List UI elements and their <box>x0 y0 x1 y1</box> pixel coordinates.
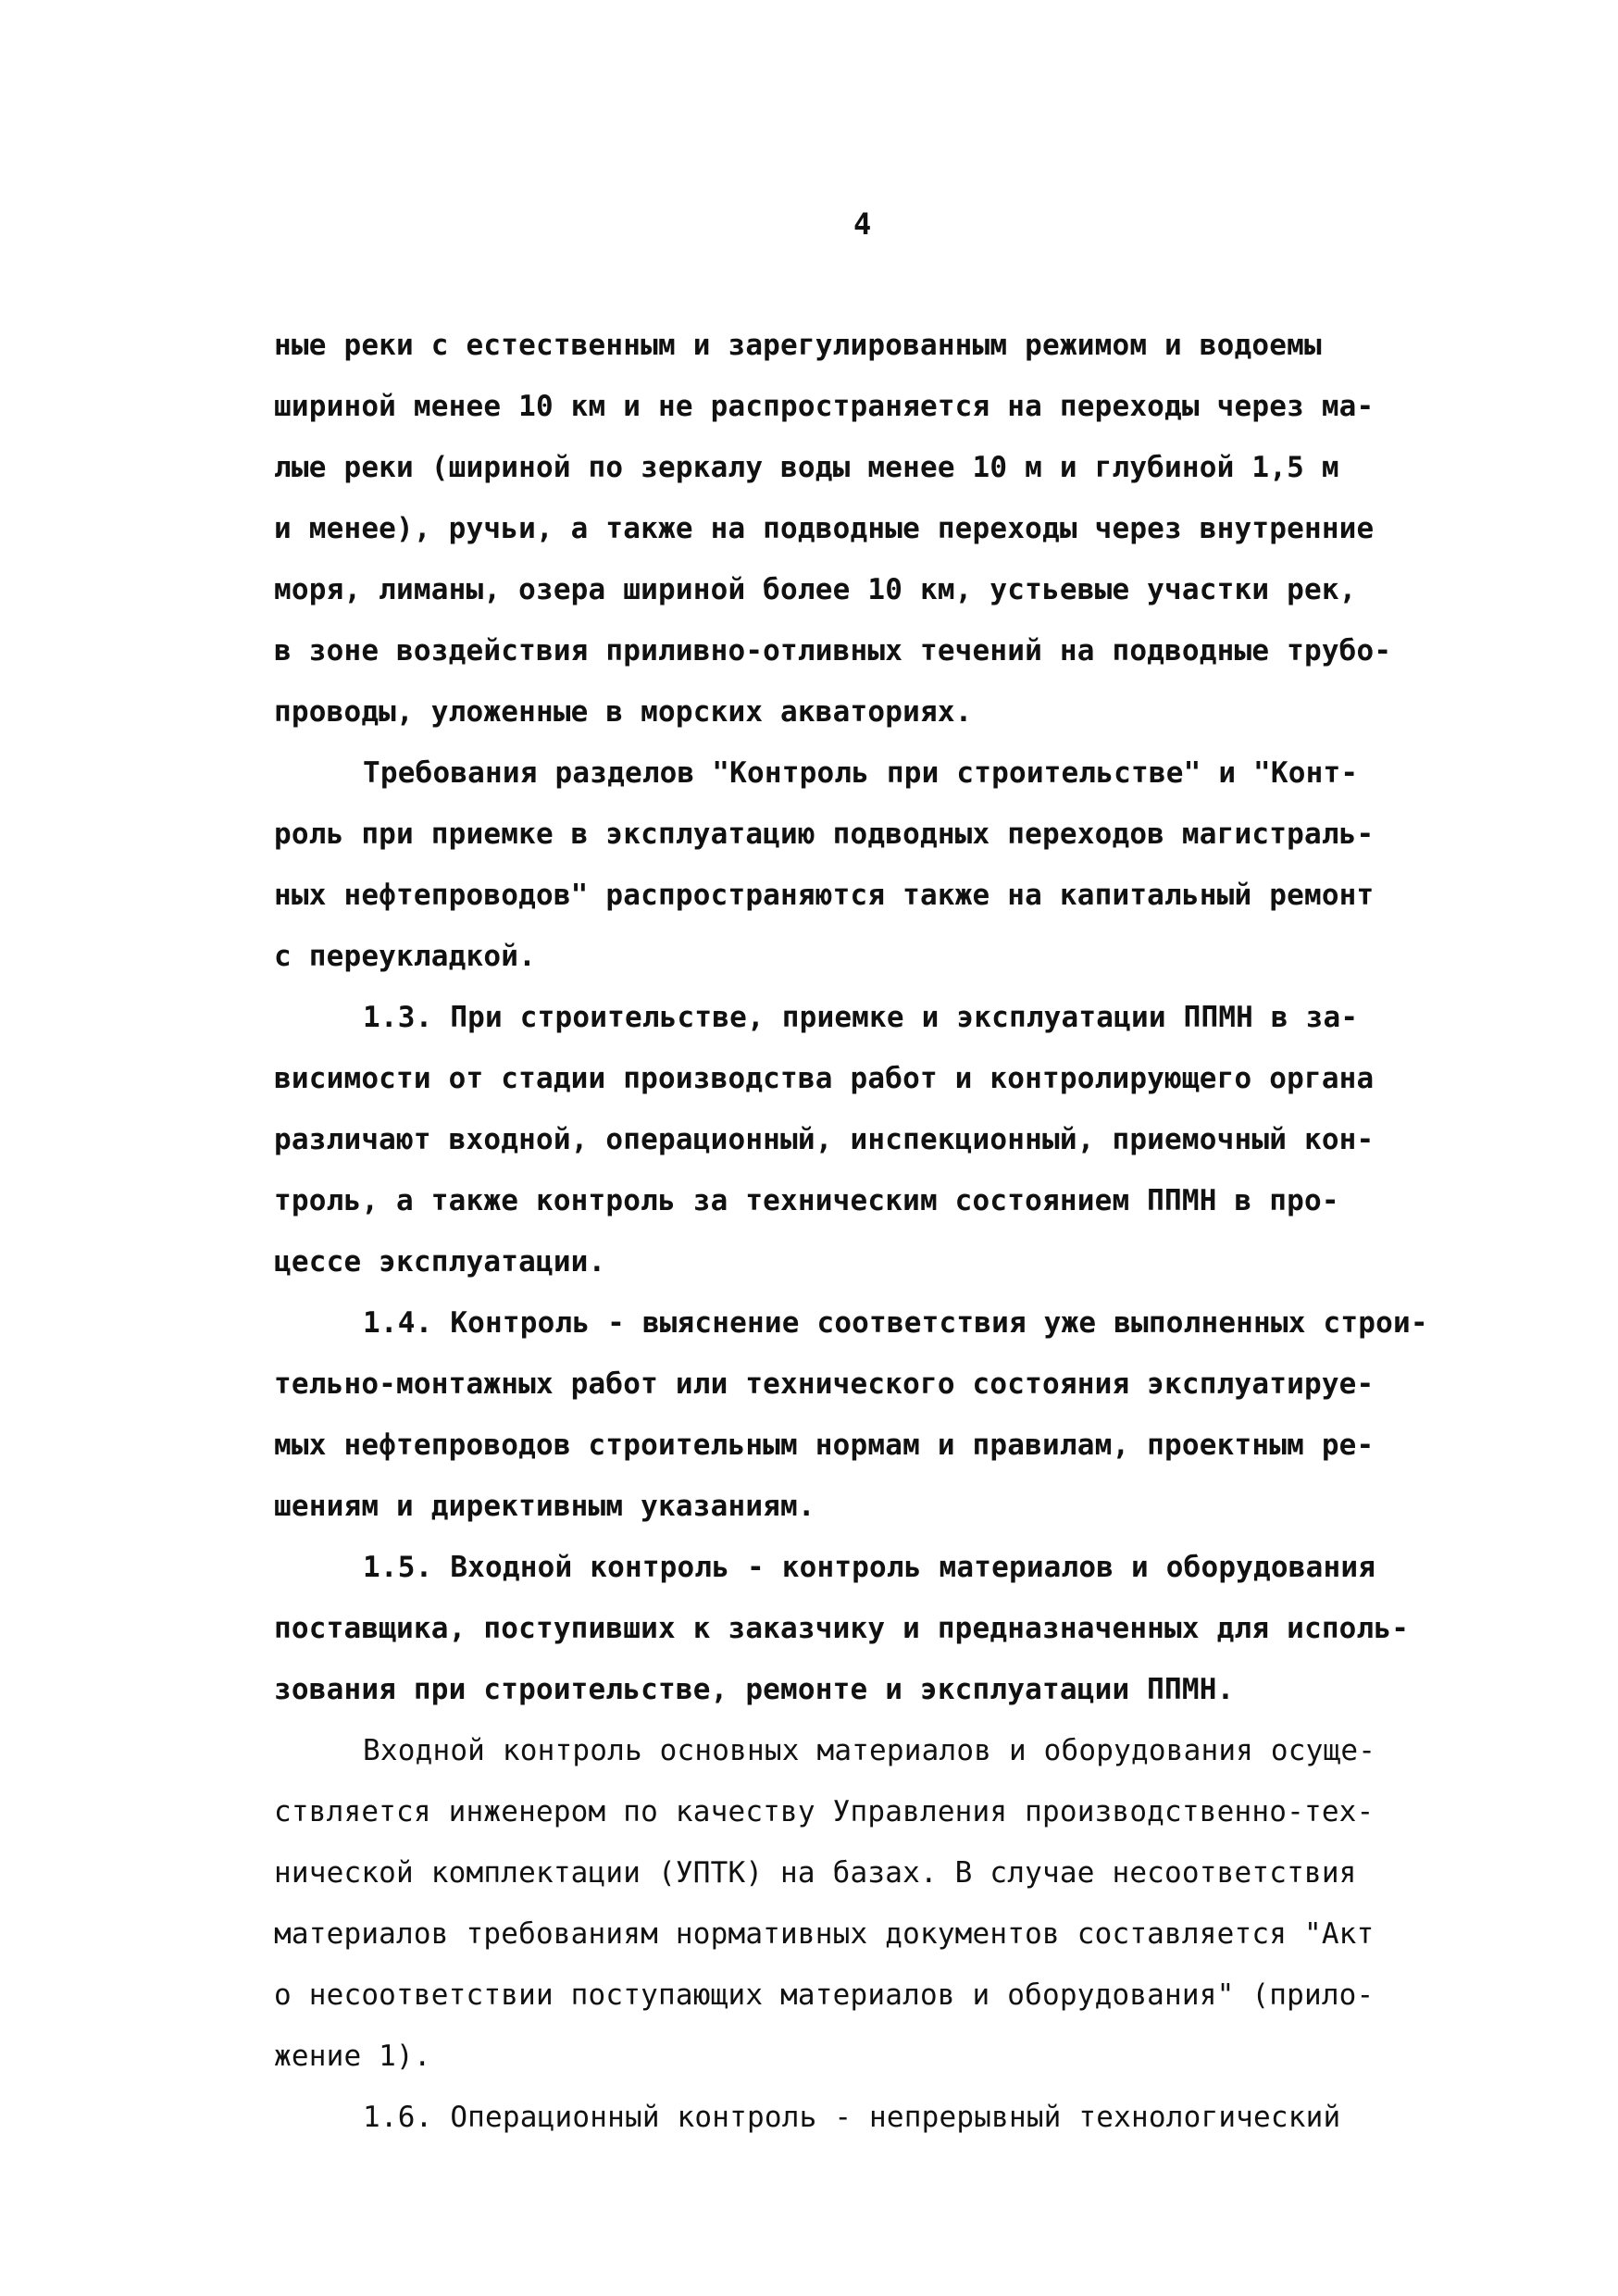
text-line: и менее), ручьи, а также на подводные переходы через внутренние <box>274 512 1375 545</box>
text-line: проводы, уложенные в морских акваториях. <box>274 695 973 729</box>
text-line: зования при строительстве, ремонте и эксплуатации ППМН. <box>274 1673 1235 1706</box>
text-line: поставщика, поступивших к заказчику и предназначенных для исполь- <box>274 1612 1410 1645</box>
text-line: моря, лиманы, озера шириной более 10 км, устьевые участки рек, <box>274 573 1357 606</box>
text-line: жение 1). <box>274 2040 431 2073</box>
text-line: 1.5. Входной контроль - контроль материалов и оборудования <box>363 1551 1376 1584</box>
text-line: различают входной, операционный, инспекционный, приемочный кон- <box>274 1123 1375 1156</box>
text-line: лые реки (шириной по зеркалу воды менее 10 м и глубиной 1,5 м <box>274 451 1339 484</box>
text-line: троль, а также контроль за техническим состоянием ППМН в про- <box>274 1184 1339 1217</box>
text-line: 1.4. Контроль - выяснение соответствия уже выполненных строи- <box>363 1306 1428 1340</box>
page-number: 4 <box>853 206 872 242</box>
text-line: висимости от стадии производства работ и контролирующего органа <box>274 1062 1375 1095</box>
text-line: с переукладкой. <box>274 940 536 973</box>
text-line: шениям и директивным указаниям. <box>274 1490 815 1523</box>
text-line: цессе эксплуатации. <box>274 1245 606 1279</box>
text-line: мых нефтепроводов строительным нормам и правилам, проектным ре- <box>274 1429 1375 1462</box>
text-line: материалов требованиям нормативных документов составляется "Акт <box>274 1917 1375 1951</box>
text-line: ные реки с естественным и зарегулированным режимом и водоемы <box>274 329 1322 362</box>
text-line: роль при приемке в эксплуатацию подводных переходов магистраль- <box>274 817 1375 851</box>
body-text <box>274 315 1496 2148</box>
text-line: шириной менее 10 км и не распространяется на переходы через ма- <box>274 390 1375 423</box>
text-line: 1.6. Операционный контроль - непрерывный технологический <box>363 2101 1341 2134</box>
text-line: Требования разделов "Контроль при строительстве" и "Конт- <box>363 756 1359 790</box>
text-line: нической комплектации (УПТК) на базах. В случае несоответствия <box>274 1856 1357 1890</box>
text-line: ных нефтепроводов" распространяются также на капитальный ремонт <box>274 879 1375 912</box>
text-line: Входной контроль основных материалов и оборудования осуще- <box>363 1734 1376 1767</box>
text-line: в зоне воздействия приливно-отливных течений на подводные трубо- <box>274 634 1392 668</box>
text-line: тельно-монтажных работ или технического состояния эксплуатируе- <box>274 1367 1375 1401</box>
text-line: о несоответствии поступающих материалов и оборудования" (прило- <box>274 1978 1375 2012</box>
text-line: ствляется инженером по качеству Управления производственно-тех- <box>274 1795 1375 1828</box>
text-line: 1.3. При строительстве, приемке и эксплуатации ППМН в за- <box>363 1001 1359 1034</box>
